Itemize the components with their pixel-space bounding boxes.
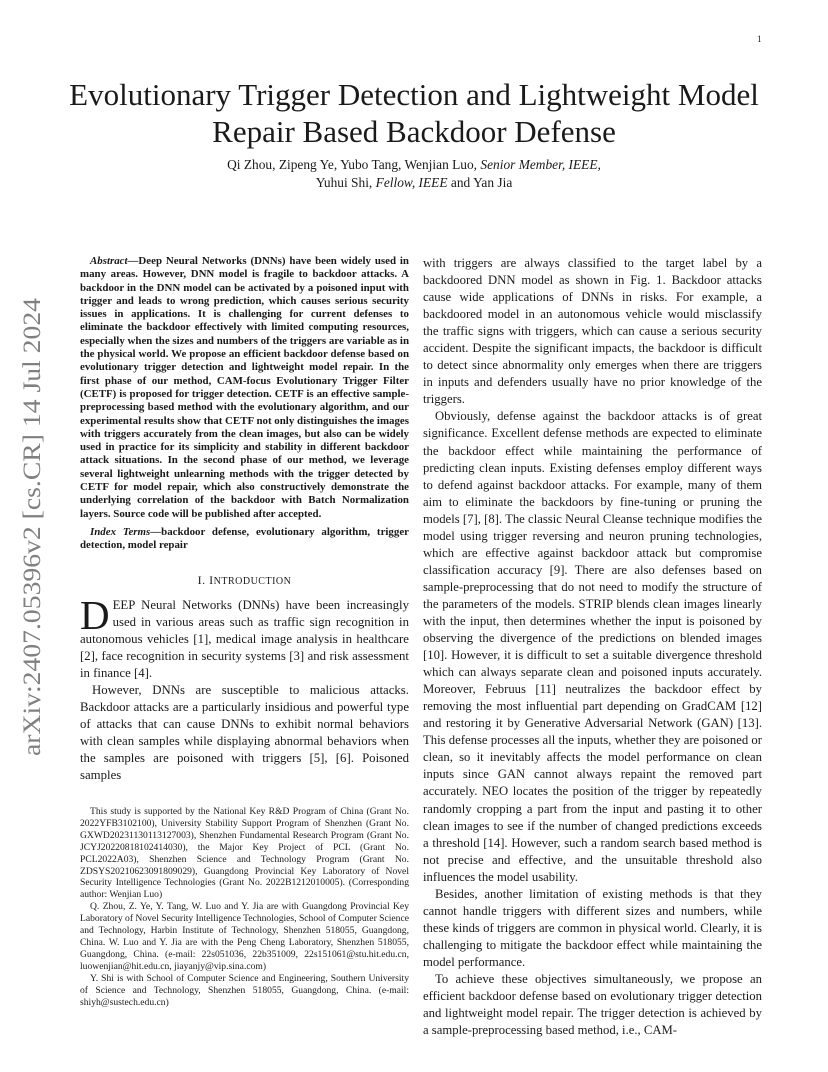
abstract-label: Abstract <box>90 255 128 267</box>
left-column <box>80 255 409 784</box>
footnote-shi: Y. Shi is with School of Computer Science and Engineering, Southern University of Science and Technology, Shenzhen 518055, Guangdong, China. (e-mail: shiyh@sustech.edu.cn) <box>80 972 409 1008</box>
footnote-funding: This study is supported by the National Key R&D Program of China (Grant No. 2022YFB3102100), University Stability Support Program of Shenzhen (Grant No. GXWD20231130113127003), Shenzhen Fundamental Research Program (Grant No. JCYJ20220818102414030), the Major Key Project of PCL (Grant No. PCL2022A03), Shenzhen Science and Technology Program (Grant No. ZDSYS20210623091809029), Guangdong Provincial Key Laboratory of Novel Security Intelligence Technologies (Grant No. 2022B1212010005). (Corresponding author: Wenjian Luo) <box>80 806 409 901</box>
author-line-1 <box>60 156 768 174</box>
abstract-text: —Deep Neural Networks (DNNs) have been widely used in many areas. However, DNN model is fragile to backdoor attacks. A backdoor in the DNN model can be activated by a poisoned input with trigger and leads to wrong prediction, which causes serious security issues in applications. It is challenging for current defenses to eliminate the backdoor effectively with limited computing resources, especially when the sizes and numbers of the triggers are variable as in the physical world. We propose an efficient backdoor defense based on evolutionary trigger detection and lightweight model repair. In the first phase of our method, CAM-focus Evolutionary Trigger Filter (CETF) is proposed for trigger detection. CETF is an effective sample-preprocessing based method with the evolutionary algorithm, and our experimental results show that CETF not only distinguishes the images with triggers accurately from the clean images, but also can be widely used in practice for its simplicity and stability in different backdoor attack situations. In the second phase of our method, we leverage several lightweight unlearning methods with the trigger detected by CETF for model repair, which also constructively demonstrate the underlying correlation of the backdoor with Batch Normalization layers. Source code will be published after accepted. <box>80 255 409 520</box>
paper-title: Evolutionary Trigger Detection and Lightweight Model Repair Based Backdoor Defense <box>69 77 759 149</box>
arxiv-stamp-text: arXiv:2407.05396v2 [cs.CR] 14 Jul 2024 <box>17 333 46 756</box>
index-terms <box>80 526 409 553</box>
body-paragraph-1: with triggers are always classified to the target label by a backdoored DNN model as shown in Fig. 1. Backdoor attacks cause wide applications of DNNs in risks. For example, a backdoored model in an autonomous vehicle would misclassify the traffic signs with triggers, which can cause a serious security accident. Despite the significant impacts, the backdoor is difficult to detect since abnormality only emerges when there are triggers in inputs and defenders usually have no prior knowledge of the triggers. <box>423 256 762 407</box>
section-heading-introduction <box>80 572 409 590</box>
drop-cap: D <box>80 591 110 638</box>
body-paragraph-4: To achieve these objectives simultaneously, we propose an efficient backdoor defense based on evolutionary trigger detection and lightweight model repair. The trigger detection is achieved by a sample-preprocessing based method, i.e., CAM- <box>423 971 762 1038</box>
footnote-affiliation: Q. Zhou, Z. Ye, Y. Tang, W. Luo and Y. Jia are with Guangdong Provincial Key Laboratory of Novel Security Intelligence Technologies, School of Computer Science and Technology, Harbin Institute of Technology, Shenzhen 518055, Guangdong, China. W. Luo and Y. Jia are with the Peng Cheng Laboratory, Shenzhen 518055, Guangdong, China. (e-mail: 22s051036, 22b351009, 22s151061@stu.hit.edu.cn, luowenjian@hit.edu.cn, jiayanjy@vip.sina.com) <box>80 901 409 972</box>
body-paragraph-2: Obviously, defense against the backdoor attacks is of great significance. Excellent defense methods are expected to eliminate the backdoor effect while maintaining the performance of predicting clean inputs. Existing defenses employ different ways to defend against backdoor attacks. For example, many of them aim to eliminate the backdoors by fine-tuning or pruning the models [7], [8]. The classic Neural Cleanse technique modifies the model using trigger reversing and neuron pruning technologies, which are effective against backdoor attack but compromise classification accuracy [9]. There are also defenses based on sample-preprocessing that do not need to modify the structure of the parameters of the models. STRIP blends clean images linearly with the input, then determines whether the input is poisoned by observing the divergence of the predictions on blended images [10]. However, it is difficult to set a suitable divergence threshold which can always separate clean and poisoned inputs accurately. Moreover, Februus [11] neutralizes the backdoor effect by removing the most influential part depending on GradCAM [12] and restoring it by Generative Adversarial Network (GAN) [13]. This defense processes all the inputs, whether they are poisoned or clean, so it inevitably affects the model performance on clean inputs since GAN cannot always repaint the removed part accurately. NEO locates the position of the trigger by repeatedly randomly cropping a part from the input and pasting it to other clean images to see if the number of changed predictions exceeds a threshold [14]. However, such a random search based method is not precise and effective, and the unsuitable threshold also influences the model usability. <box>423 409 762 884</box>
intro-paragraph-1 <box>80 591 409 682</box>
author-tail: and Yan Jia <box>450 175 513 190</box>
index-terms-label: Index Terms <box>90 525 151 538</box>
arxiv-stamp <box>10 298 50 758</box>
author-names-2: Yuhui Shi, <box>315 175 373 190</box>
author-role-1: Senior Member, IEEE, <box>480 157 601 172</box>
author-line-2 <box>60 174 768 192</box>
footnotes <box>80 806 409 1008</box>
index-terms-text: —backdoor defense, evolutionary algorithm, trigger detection, model repair <box>80 525 409 552</box>
abstract <box>80 255 409 521</box>
author-names-1: Qi Zhou, Zipeng Ye, Yubo Tang, Wenjian Luo, <box>227 157 478 172</box>
section-rest: NTRODUCTION <box>213 575 292 587</box>
author-list <box>60 156 768 192</box>
intro-paragraph-1-text: EEP Neural Networks (DNNs) have been increasingly used in various areas such as traffic sign recognition in autonomous vehicles [1], medical image analysis in healthcare [2], face recognition in security systems [3] and risk assessment in finance [4]. <box>80 597 409 680</box>
body-paragraph-3: Besides, another limitation of existing methods is that they cannot handle triggers with different sizes and numbers, while these kinds of triggers are common in physical world. Clearly, it is challenging to mitigate the backdoor effect while maintaining the model performance. <box>423 886 762 969</box>
right-column <box>423 255 762 1039</box>
section-first-letter: I <box>209 572 214 587</box>
section-numeral: I. <box>197 572 206 587</box>
intro-paragraph-2: However, DNNs are susceptible to malicious attacks. Backdoor attacks are a particularly insidious and powerful type of attacks that can cause DNNs to exhibit normal behaviors with clean samples while displaying abnormal behaviors when the samples are poisoned with triggers [5], [6]. Poisoned samples <box>80 682 409 783</box>
page-number: 1 <box>757 34 762 44</box>
author-role-2: Fellow, IEEE <box>375 175 448 190</box>
